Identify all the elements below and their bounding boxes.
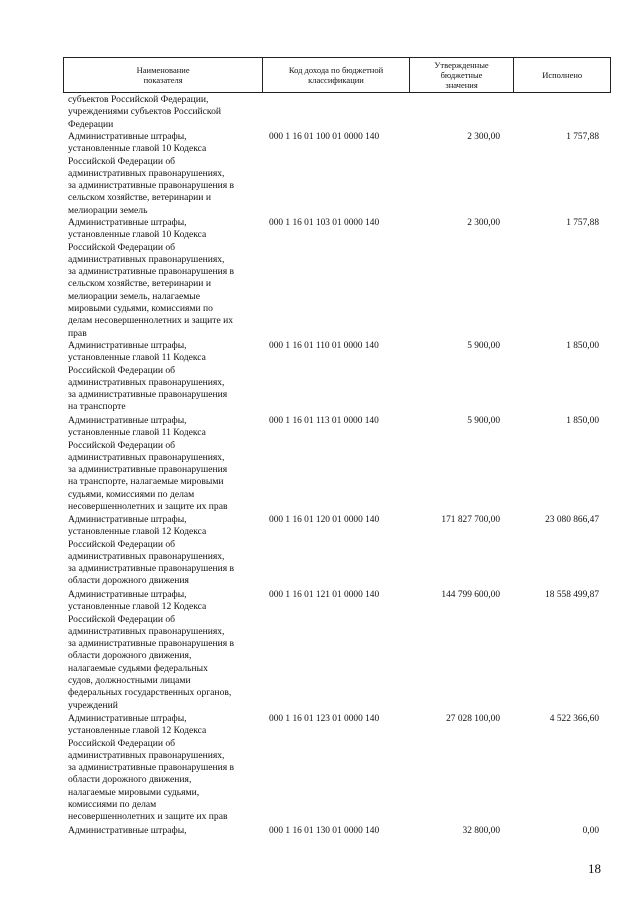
row-code: 000 1 16 01 113 01 0000 140 bbox=[269, 416, 379, 426]
row-code: 000 1 16 01 100 01 0000 140 bbox=[269, 132, 380, 142]
row-executed: 23 080 866,47 bbox=[545, 515, 599, 525]
row-name: Административные штрафы, установленные главой 12 Кодекса Российской Федерации об административных правонарушениях, за административные правонарушения в области дорожного движения, налагаемые мировыми судьями, комиссиями по делам несовершеннолетних и защите их прав bbox=[68, 713, 235, 823]
row-code: 000 1 16 01 110 01 0000 140 bbox=[269, 341, 379, 351]
row-code: 000 1 16 01 130 01 0000 140 bbox=[269, 826, 380, 836]
row-executed: 18 558 499,87 bbox=[545, 590, 599, 600]
row-name: Административные штрафы, установленные главой 12 Кодекса Российской Федерации об административных правонарушениях, за административные правонарушения в области дорожного движения bbox=[68, 514, 235, 587]
row-executed: 0,00 bbox=[582, 826, 599, 836]
row-name: Административные штрафы, установленные главой 11 Кодекса Российской Федерации об административных правонарушениях, за административные правонарушения на транспорте, налагаемые мировыми судьями, комиссиями по делам несовершеннолетних и защите их прав bbox=[68, 415, 228, 513]
row-name: Административные штрафы, установленные главой 12 Кодекса Российской Федерации об административных правонарушениях, за административные правонарушения в области дорожного движения, налагаемые судьями федеральных судов, должностными лицами федеральных государственных органов, учреждений bbox=[68, 589, 235, 711]
row-approved: 2 300,00 bbox=[467, 218, 500, 228]
row-code: 000 1 16 01 103 01 0000 140 bbox=[269, 218, 380, 228]
row-code: 000 1 16 01 120 01 0000 140 bbox=[269, 515, 380, 525]
header-executed: Исполнено bbox=[542, 70, 583, 80]
header-code: Код дохода по бюджетной классификации bbox=[263, 58, 409, 92]
row-approved: 144 799 600,00 bbox=[441, 590, 500, 600]
row-approved: 5 900,00 bbox=[467, 341, 500, 351]
row-name: Административные штрафы, установленные главой 11 Кодекса Российской Федерации об административных правонарушениях, за административные правонарушения на транспорте bbox=[68, 340, 228, 413]
row-executed: 1 757,88 bbox=[566, 218, 599, 228]
page-number: 18 bbox=[588, 861, 601, 876]
row-executed: 4 522 366,60 bbox=[549, 714, 599, 724]
header-approved: Утвержденные бюджетные значения bbox=[410, 58, 515, 92]
row-name: Административные штрафы, установленные главой 10 Кодекса Российской Федерации об административных правонарушениях, за административные правонарушения в сельском хозяйстве, ветеринарии и мелиорации земель bbox=[68, 131, 235, 216]
row-approved: 171 827 700,00 bbox=[441, 515, 500, 525]
row-executed: 1 850,00 bbox=[566, 416, 599, 426]
row-code: 000 1 16 01 123 01 0000 140 bbox=[269, 714, 380, 724]
row-name: Административные штрафы, установленные главой 10 Кодекса Российской Федерации об административных правонарушениях, за административные правонарушения в сельском хозяйстве, ветеринарии и мелиорации земель, налагаемые мировыми судьями, комиссиями по делам несовершеннолетних и защите их прав bbox=[68, 217, 235, 339]
row-approved: 27 028 100,00 bbox=[446, 714, 500, 724]
row-executed: 1 757,88 bbox=[566, 132, 599, 142]
row-name: Административные штрафы, bbox=[68, 825, 187, 836]
row-code: 000 1 16 01 121 01 0000 140 bbox=[269, 590, 380, 600]
row-approved: 2 300,00 bbox=[467, 132, 500, 142]
row-executed: 1 850,00 bbox=[566, 341, 599, 351]
row-name: субъектов Российской Федерации, учреждениями субъектов Российской Федерации bbox=[68, 94, 221, 130]
row-approved: 5 900,00 bbox=[467, 416, 500, 426]
header-name: Наименование показателя bbox=[64, 58, 263, 92]
row-approved: 32 800,00 bbox=[462, 826, 500, 836]
